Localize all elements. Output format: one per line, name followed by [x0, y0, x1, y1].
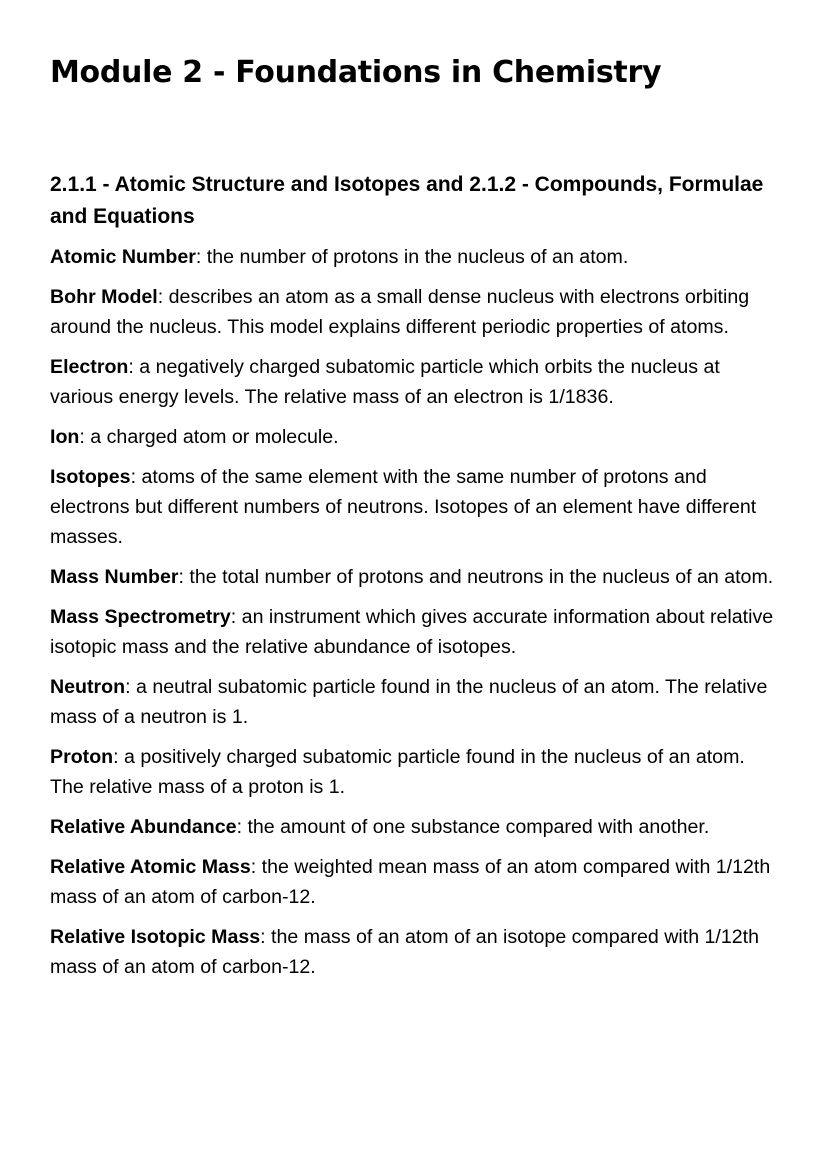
- glossary-entry-bohr-model: [50, 282, 780, 342]
- glossary-entry-isotopes: [50, 462, 780, 552]
- glossary-term: Ion: [50, 426, 80, 448]
- glossary-definition: : the total number of protons and neutrons in the nucleus of an atom.: [178, 566, 774, 588]
- glossary-definition: : a negatively charged subatomic particle which orbits the nucleus at various energy levels. The relative mass of an electron is 1/1836.: [50, 356, 720, 408]
- glossary-term: Proton: [50, 746, 114, 768]
- glossary-entry-electron: [50, 352, 780, 412]
- glossary-term: Isotopes: [50, 466, 131, 488]
- glossary-term: Relative Atomic Mass: [50, 856, 251, 878]
- glossary-term: Electron: [50, 356, 129, 378]
- glossary-entry-relative-atomic-mass: [50, 852, 780, 912]
- section-heading: 2.1.1 - Atomic Structure and Isotopes and 2.1.2 - Compounds, Formulae and Equations: [50, 173, 764, 228]
- glossary-definition: : an instrument which gives accurate information about relative isotopic mass and the relative abundance of isotopes.: [50, 606, 774, 658]
- glossary-entry-proton: [50, 742, 780, 802]
- glossary-entry-ion: [50, 422, 780, 452]
- glossary-term: Neutron: [50, 676, 126, 698]
- glossary-entry-relative-isotopic-mass: [50, 922, 780, 982]
- glossary-term: Mass Spectrometry: [50, 606, 231, 628]
- glossary-definition: : a positively charged subatomic particle found in the nucleus of an atom. The relative mass of a proton is 1.: [50, 746, 745, 798]
- glossary-definition: : the number of protons in the nucleus of an atom.: [195, 246, 629, 268]
- glossary-definition: : the amount of one substance compared with another.: [236, 816, 710, 838]
- glossary-term: Bohr Model: [50, 286, 158, 308]
- glossary-definition: : the weighted mean mass of an atom compared with 1/12th mass of an atom of carbon-12.: [50, 856, 771, 908]
- glossary-term: Atomic Number: [50, 246, 196, 268]
- glossary-entry-mass-spectrometry: [50, 602, 780, 662]
- page-title: Module 2 - Foundations in Chemistry: [50, 55, 662, 90]
- glossary-entry-atomic-number: [50, 242, 780, 272]
- glossary-term: Relative Abundance: [50, 816, 237, 838]
- glossary-definition: : describes an atom as a small dense nucleus with electrons orbiting around the nucleus. This model explains different periodic properties of atoms.: [50, 286, 750, 338]
- glossary-definition: : a neutral subatomic particle found in the nucleus of an atom. The relative mass of a neutron is 1.: [50, 676, 768, 728]
- glossary-definition: : atoms of the same element with the same number of protons and electrons but different numbers of neutrons. Isotopes of an element have different masses.: [50, 466, 757, 548]
- glossary-definition: : a charged atom or molecule.: [79, 426, 339, 448]
- glossary-entry-neutron: [50, 672, 780, 732]
- glossary-definition: : the mass of an atom of an isotope compared with 1/12th mass of an atom of carbon-12.: [50, 926, 760, 978]
- glossary-section: [50, 169, 780, 992]
- glossary-term: Mass Number: [50, 566, 179, 588]
- glossary-term: Relative Isotopic Mass: [50, 926, 261, 948]
- glossary-entry-mass-number: [50, 562, 780, 592]
- glossary-entry-relative-abundance: [50, 812, 780, 842]
